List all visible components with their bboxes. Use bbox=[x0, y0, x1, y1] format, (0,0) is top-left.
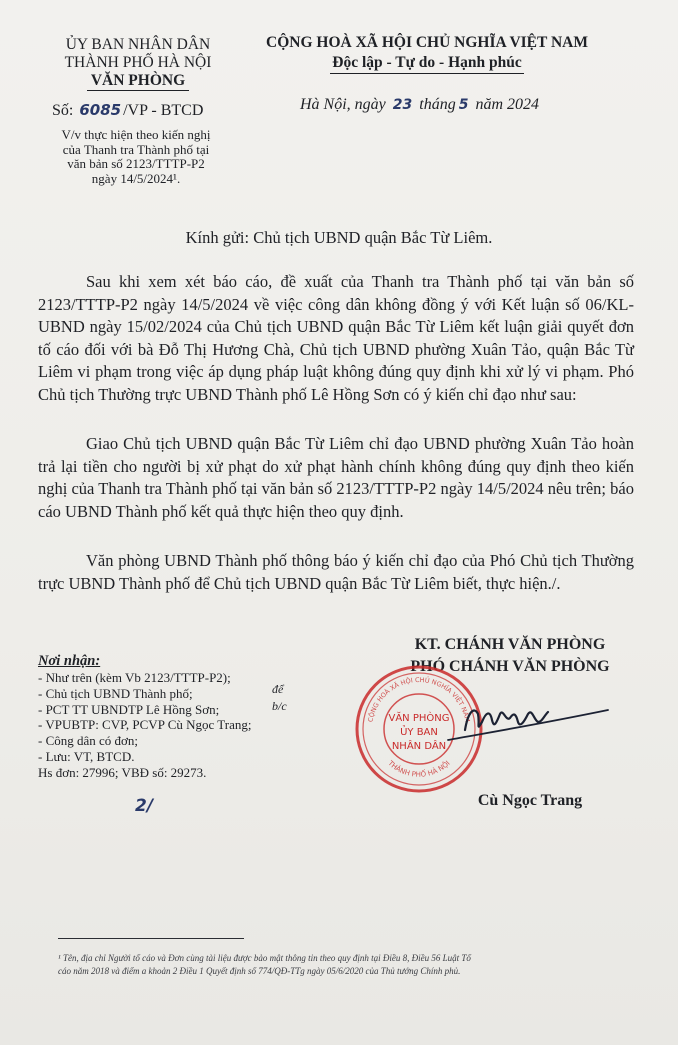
stamp-line-2: ỦY BAN bbox=[400, 727, 438, 738]
file-reference: Hs đơn: 27996; VBĐ số: 29273. bbox=[38, 764, 207, 780]
subject-line-3: văn bản số 2123/TTTP-P2 bbox=[67, 156, 205, 171]
subject-line-1: V/v thực hiện theo kiến nghị bbox=[61, 127, 211, 142]
stamp-ring-bottom: THÀNH PHỐ HÀ NỘI bbox=[386, 759, 452, 779]
date-prefix: Hà Nội, ngày bbox=[300, 96, 386, 113]
date-year: năm 2024 bbox=[475, 96, 540, 113]
stamp-line-3: NHÂN DÂN bbox=[391, 741, 447, 752]
document-date bbox=[300, 96, 539, 114]
distribution-item: - VPUBTP: CVP, PCVP Cù Ngọc Trang; bbox=[38, 717, 252, 733]
signature-title-line-2: PHÓ CHÁNH VĂN PHÒNG bbox=[410, 658, 610, 675]
subject-line-2: của Thanh tra Thành phố tại bbox=[62, 141, 210, 157]
distribution-list bbox=[38, 652, 318, 781]
brace-note-de: để bbox=[272, 682, 284, 696]
date-month: 5 bbox=[458, 97, 469, 113]
number-suffix: /VP - BTCD bbox=[123, 102, 204, 119]
date-day: 23 bbox=[392, 97, 413, 113]
date-month-label: tháng bbox=[419, 96, 456, 113]
number-handwritten: 6085 bbox=[79, 101, 122, 119]
nation-title: CỘNG HOÀ XÃ HỘI CHỦ NGHĨA VIỆT NAM bbox=[266, 34, 588, 51]
body-paragraph-3: Văn phòng UBND Thành phố thông báo ý kiến chỉ đạo của Phó Chủ tịch Thường trực UBND Thành phố để Chủ tịch UBND quận Bắc Từ Liêm biết, thực hiện./. bbox=[38, 551, 634, 593]
addressee: Kính gửi: Chủ tịch UBND quận Bắc Từ Liêm. bbox=[185, 228, 493, 247]
footnote bbox=[58, 952, 658, 978]
distribution-item: - PCT TT UBNDTP Lê Hồng Sơn; bbox=[38, 701, 220, 717]
signature-title-line-1: KT. CHÁNH VĂN PHÒNG bbox=[414, 636, 606, 653]
distribution-item: - Chủ tịch UBND Thành phố; bbox=[38, 685, 193, 701]
issuer-header bbox=[38, 36, 238, 91]
body-paragraph-2: Giao Chủ tịch UBND quận Bắc Từ Liêm chỉ đạo UBND phường Xuân Tảo hoàn trả lại tiền cho người bị xử phạt do xử phạt hành chính không đúng quy định theo kiến nghị của Thanh tra Thành phố tại văn bản số 2123/TTTP-P2 ngày 14/5/2024 nêu trên; báo cáo UBND Thành phố kết quả thực hiện theo quy định. bbox=[38, 434, 634, 521]
body-paragraph-1: Sau khi xem xét báo cáo, đề xuất của Thanh tra Thành phố tại văn bản số 2123/TTTP-P2 ngày 14/5/2024 về việc công dân không đồng ý với Kết luận số 06/KL-UBND ngày 15/02/2024 của Chủ tịch UBND quận Bắc Từ Liêm kết luận giải quyết đơn tố cáo đối với bà Đỗ Thị Hương Chà, Chủ tịch UBND phường Xuân Tảo, quận Bắc Từ Liêm vi phạm trong việc áp dụng pháp luật không đúng quy định khi xử lý vi phạm. Phó Chủ tịch Thường trực UBND Thành phố Lê Hồng Sơn có ý kiến chỉ đạo như sau: bbox=[38, 272, 634, 404]
distribution-item: - Lưu: VT, BTCD. bbox=[38, 748, 135, 764]
distribution-item: - Công dân có đơn; bbox=[38, 733, 139, 749]
footnote-line-1: ¹ Tên, địa chỉ Người tố cáo và Đơn cùng tài liệu được bảo mật thông tin theo quy định tại Điều 8, Điều 56 Luật Tố bbox=[58, 953, 471, 963]
document-number bbox=[52, 101, 203, 120]
svg-text:THÀNH PHỐ HÀ NỘI bbox=[386, 759, 452, 779]
footnote-line-2: cáo năm 2018 và điểm a khoản 2 Điều 1 Quyết định số 774/QĐ-TTg ngày 05/6/2020 của Thủ tướng Chính phủ. bbox=[58, 966, 461, 976]
footnote-rule bbox=[58, 938, 244, 939]
brace-note-bc: b/c bbox=[272, 699, 287, 713]
distribution-title: Nơi nhận: bbox=[38, 653, 101, 669]
distribution-item: - Như trên (kèm Vb 2123/TTTP-P2); bbox=[38, 670, 231, 685]
subject-block bbox=[30, 128, 242, 186]
subject-line-4: ngày 14/5/2024¹. bbox=[91, 170, 181, 186]
issuer-line-3: VĂN PHÒNG bbox=[87, 72, 189, 91]
issuer-line-1: ỦY BAN NHÂN DÂN bbox=[65, 36, 211, 53]
national-header bbox=[246, 33, 608, 74]
nation-motto: Độc lập - Tự do - Hạnh phúc bbox=[330, 53, 523, 74]
signer-name: Cù Ngọc Trang bbox=[477, 792, 583, 809]
issuer-line-2: THÀNH PHỐ HÀ NỘI bbox=[64, 54, 212, 71]
signature-scribble-icon bbox=[440, 692, 620, 752]
number-label: Số: bbox=[52, 102, 74, 119]
stamp-line-1: VĂN PHÒNG bbox=[388, 713, 450, 724]
handwritten-count: 2/ bbox=[135, 796, 154, 816]
stamp-ring-top: CỘNG HOÀ XÃ HỘI CHỦ NGHĨA VIỆT NAM bbox=[366, 675, 472, 723]
